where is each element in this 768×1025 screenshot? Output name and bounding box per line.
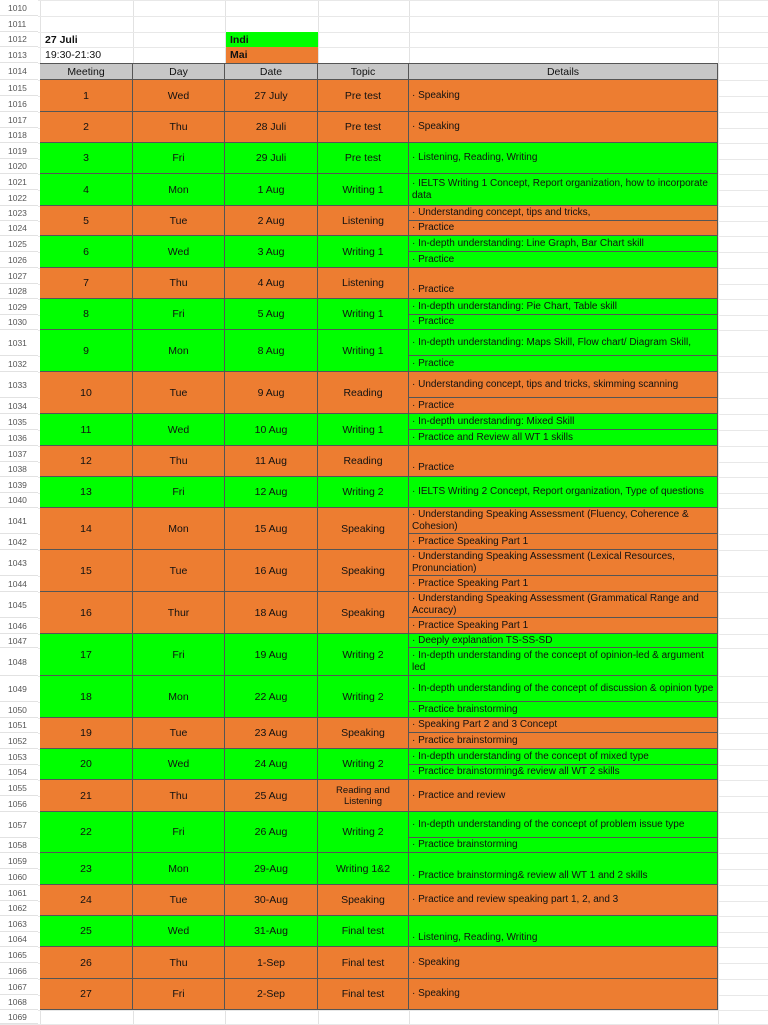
meeting-date-cell[interactable]: 25 Aug — [225, 780, 318, 812]
meeting-topic-cell[interactable]: Final test — [318, 947, 409, 979]
meeting-topic-cell[interactable]: Writing 2 — [318, 749, 409, 780]
meeting-topic-cell[interactable]: Speaking — [318, 592, 409, 634]
detail-cell[interactable]: · Practice and review — [409, 780, 718, 812]
detail-cell[interactable]: · Practice brainstorming& review all WT 1 and 2 skills — [409, 853, 718, 885]
meeting-day-cell[interactable]: Tue — [133, 206, 225, 236]
row-header[interactable]: 1036 — [0, 430, 38, 446]
row-header[interactable]: 1027 — [0, 268, 38, 284]
row-header[interactable]: 1039 — [0, 477, 38, 493]
meeting-meeting-cell[interactable]: 7 — [40, 268, 133, 299]
meeting-meeting-cell[interactable]: 6 — [40, 236, 133, 268]
meeting-meeting-cell[interactable]: 27 — [40, 979, 133, 1010]
meeting-topic-cell[interactable]: Writing 1 — [318, 236, 409, 268]
meeting-meeting-cell[interactable]: 8 — [40, 299, 133, 330]
meeting-meeting-cell[interactable]: 10 — [40, 372, 133, 414]
date-cell[interactable]: 27 Juli — [45, 33, 78, 46]
meeting-meeting-cell[interactable]: 11 — [40, 414, 133, 446]
meeting-day-cell[interactable]: Fri — [133, 634, 225, 676]
row-header[interactable]: 1062 — [0, 901, 38, 916]
meeting-topic-cell[interactable]: Writing 1 — [318, 174, 409, 206]
meeting-date-cell[interactable]: 2 Aug — [225, 206, 318, 236]
meeting-meeting-cell[interactable]: 17 — [40, 634, 133, 676]
meeting-date-cell[interactable]: 10 Aug — [225, 414, 318, 446]
row-header[interactable]: 1029 — [0, 299, 38, 315]
meeting-meeting-cell[interactable]: 12 — [40, 446, 133, 477]
header-meeting[interactable]: Meeting — [40, 63, 133, 80]
row-header[interactable]: 1055 — [0, 780, 38, 796]
gridline-horizontal — [0, 1010, 768, 1011]
row-header[interactable]: 1059 — [0, 853, 38, 869]
detail-cell[interactable]: · Practice Speaking Part 1 — [409, 576, 718, 592]
row-header[interactable]: 1043 — [0, 550, 38, 576]
legend-indi[interactable]: Indi — [226, 32, 318, 47]
row-header[interactable]: 1026 — [0, 252, 38, 268]
meeting-meeting-cell[interactable]: 9 — [40, 330, 133, 372]
meeting-topic-cell[interactable]: Listening — [318, 206, 409, 236]
gridline-horizontal — [0, 0, 768, 1]
row-header[interactable]: 1069 — [0, 1010, 38, 1024]
meeting-date-cell[interactable]: 22 Aug — [225, 676, 318, 718]
detail-cell[interactable]: · Practice — [409, 446, 718, 477]
time-cell[interactable]: 19:30-21:30 — [45, 49, 102, 61]
meeting-topic-cell[interactable]: Writing 2 — [318, 477, 409, 508]
row-header[interactable]: 1048 — [0, 648, 38, 676]
detail-cell[interactable]: · In-depth understanding of the concept of mixed type — [409, 749, 718, 765]
row-header[interactable]: 1066 — [0, 963, 38, 979]
row-header[interactable]: 1014 — [0, 63, 38, 80]
detail-cell[interactable]: · Practice brainstorming — [409, 838, 718, 853]
meeting-date-cell[interactable]: 23 Aug — [225, 718, 318, 749]
row-header[interactable]: 1033 — [0, 372, 38, 398]
row-header[interactable]: 1018 — [0, 128, 38, 143]
detail-cell[interactable]: · Practice — [409, 268, 718, 299]
meeting-topic-cell[interactable]: Writing 1 — [318, 330, 409, 372]
meeting-meeting-cell[interactable]: 22 — [40, 812, 133, 853]
meeting-day-cell[interactable]: Wed — [133, 414, 225, 446]
meeting-meeting-cell[interactable]: 18 — [40, 676, 133, 718]
meeting-topic-cell[interactable]: Speaking — [318, 885, 409, 916]
meeting-date-cell[interactable]: 29 Juli — [225, 143, 318, 174]
detail-cell[interactable]: · Understanding Speaking Assessment (Lexical Resources, Pronunciation) — [409, 550, 718, 576]
meeting-day-cell[interactable]: Mon — [133, 174, 225, 206]
detail-cell[interactable]: · Speaking — [409, 80, 718, 112]
detail-cell[interactable]: · In-depth understanding: Mixed Skill — [409, 414, 718, 430]
detail-cell[interactable]: · Speaking — [409, 112, 718, 143]
detail-cell[interactable]: · Practice Speaking Part 1 — [409, 534, 718, 550]
detail-cell[interactable]: · Understanding concept, tips and tricks, — [409, 206, 718, 221]
gridline-horizontal — [0, 16, 768, 17]
header-date[interactable]: Date — [225, 63, 318, 80]
meeting-topic-cell[interactable]: Pre test — [318, 143, 409, 174]
detail-cell[interactable]: · Understanding Speaking Assessment (Fluency, Coherence & Cohesion) — [409, 508, 718, 534]
row-header[interactable]: 1017 — [0, 112, 38, 128]
meeting-day-cell[interactable]: Thu — [133, 268, 225, 299]
meeting-day-cell[interactable]: Tue — [133, 885, 225, 916]
meeting-meeting-cell[interactable]: 14 — [40, 508, 133, 550]
row-header[interactable]: 1052 — [0, 733, 38, 749]
meeting-day-cell[interactable]: Mon — [133, 330, 225, 372]
meeting-topic-cell[interactable]: Pre test — [318, 112, 409, 143]
meeting-day-cell[interactable]: Fri — [133, 299, 225, 330]
detail-cell[interactable]: · Deeply explanation TS-SS-SD — [409, 634, 718, 648]
meeting-topic-cell[interactable]: Writing 1 — [318, 414, 409, 446]
row-header[interactable]: 1021 — [0, 174, 38, 190]
meeting-date-cell[interactable]: 30-Aug — [225, 885, 318, 916]
meeting-topic-cell[interactable]: Reading — [318, 446, 409, 477]
detail-cell[interactable]: · Speaking Part 2 and 3 Concept — [409, 718, 718, 733]
detail-cell[interactable]: · Understanding concept, tips and tricks, skimming scanning — [409, 372, 718, 398]
row-header[interactable]: 1045 — [0, 592, 38, 618]
row-header[interactable]: 1015 — [0, 80, 38, 96]
meeting-meeting-cell[interactable]: 23 — [40, 853, 133, 885]
detail-cell[interactable]: · In-depth understanding: Pie Chart, Table skill — [409, 299, 718, 315]
row-header[interactable]: 1064 — [0, 932, 38, 947]
meeting-topic-cell[interactable]: Writing 1 — [318, 299, 409, 330]
meeting-day-cell[interactable]: Mon — [133, 508, 225, 550]
meeting-day-cell[interactable]: Wed — [133, 236, 225, 268]
row-header[interactable]: 1051 — [0, 718, 38, 733]
meeting-topic-cell[interactable]: Speaking — [318, 718, 409, 749]
row-header[interactable]: 1068 — [0, 995, 38, 1010]
meeting-day-cell[interactable]: Wed — [133, 80, 225, 112]
meeting-date-cell[interactable]: 27 July — [225, 80, 318, 112]
meeting-topic-cell[interactable]: Writing 2 — [318, 676, 409, 718]
meeting-meeting-cell[interactable]: 3 — [40, 143, 133, 174]
meeting-day-cell[interactable]: Wed — [133, 749, 225, 780]
meeting-date-cell[interactable]: 2-Sep — [225, 979, 318, 1010]
row-header[interactable]: 1028 — [0, 284, 38, 299]
row-header[interactable]: 1044 — [0, 576, 38, 592]
row-header[interactable]: 1061 — [0, 885, 38, 901]
row-header[interactable]: 1012 — [0, 32, 38, 47]
row-header[interactable]: 1034 — [0, 398, 38, 414]
row-header[interactable]: 1056 — [0, 796, 38, 812]
header-topic[interactable]: Topic — [318, 63, 409, 80]
meeting-meeting-cell[interactable]: 15 — [40, 550, 133, 592]
row-header[interactable]: 1025 — [0, 236, 38, 252]
meeting-topic-cell[interactable]: Final test — [318, 916, 409, 947]
header-day[interactable]: Day — [133, 63, 225, 80]
meeting-meeting-cell[interactable]: 21 — [40, 780, 133, 812]
meeting-day-cell[interactable]: Fri — [133, 979, 225, 1010]
meeting-topic-cell[interactable]: Pre test — [318, 80, 409, 112]
detail-cell[interactable]: · Speaking — [409, 947, 718, 979]
meeting-meeting-cell[interactable]: 5 — [40, 206, 133, 236]
row-header[interactable]: 1067 — [0, 979, 38, 995]
meeting-day-cell[interactable]: Wed — [133, 916, 225, 947]
detail-cell[interactable]: · IELTS Writing 1 Concept, Report organization, how to incorporate data — [409, 174, 718, 206]
meeting-day-cell[interactable]: Tue — [133, 372, 225, 414]
meeting-meeting-cell[interactable]: 26 — [40, 947, 133, 979]
meeting-day-cell[interactable]: Thu — [133, 780, 225, 812]
detail-cell[interactable]: · Practice and review speaking part 1, 2, and 3 — [409, 885, 718, 916]
detail-cell[interactable]: · Practice — [409, 398, 718, 414]
row-header[interactable]: 1038 — [0, 462, 38, 477]
meeting-date-cell[interactable]: 12 Aug — [225, 477, 318, 508]
detail-cell[interactable]: · In-depth understanding: Line Graph, Bar Chart skill — [409, 236, 718, 252]
detail-cell[interactable]: · Practice brainstorming& review all WT 2 skills — [409, 765, 718, 780]
row-header[interactable]: 1042 — [0, 534, 38, 550]
detail-cell[interactable]: · IELTS Writing 2 Concept, Report organization, Type of questions — [409, 477, 718, 508]
meeting-date-cell[interactable]: 29-Aug — [225, 853, 318, 885]
row-header[interactable]: 1011 — [0, 16, 38, 32]
meeting-day-cell[interactable]: Tue — [133, 718, 225, 749]
meeting-date-cell[interactable]: 18 Aug — [225, 592, 318, 634]
detail-cell[interactable]: · Listening, Reading, Writing — [409, 143, 718, 174]
detail-cell[interactable]: · Practice Speaking Part 1 — [409, 618, 718, 634]
meeting-day-cell[interactable]: Tue — [133, 550, 225, 592]
meeting-meeting-cell[interactable]: 20 — [40, 749, 133, 780]
detail-cell[interactable]: · In-depth understanding of the concept of problem issue type — [409, 812, 718, 838]
meeting-topic-cell[interactable]: Writing 2 — [318, 812, 409, 853]
row-header[interactable]: 1024 — [0, 221, 38, 236]
row-header[interactable]: 1023 — [0, 206, 38, 221]
row-header[interactable]: 1063 — [0, 916, 38, 932]
gridline-vertical — [718, 0, 719, 1024]
detail-cell[interactable]: · In-depth understanding of the concept of discussion & opinion type — [409, 676, 718, 702]
meeting-topic-cell[interactable]: Speaking — [318, 508, 409, 550]
meeting-day-cell[interactable]: Thu — [133, 446, 225, 477]
row-header[interactable]: 1020 — [0, 159, 38, 174]
legend-mai[interactable]: Mai — [226, 47, 318, 63]
detail-cell[interactable]: · Speaking — [409, 979, 718, 1010]
detail-cell[interactable]: · Listening, Reading, Writing — [409, 916, 718, 947]
detail-cell[interactable]: · Practice — [409, 252, 718, 268]
header-details[interactable]: Details — [409, 63, 718, 80]
meeting-day-cell[interactable]: Thur — [133, 592, 225, 634]
detail-cell[interactable]: · Practice brainstorming — [409, 733, 718, 749]
meeting-date-cell[interactable]: 5 Aug — [225, 299, 318, 330]
detail-cell[interactable]: · Practice and Review all WT 1 skills — [409, 430, 718, 446]
row-header[interactable]: 1032 — [0, 356, 38, 372]
meeting-date-cell[interactable]: 31-Aug — [225, 916, 318, 947]
row-header[interactable]: 1047 — [0, 634, 38, 648]
row-header[interactable]: 1065 — [0, 947, 38, 963]
detail-cell[interactable]: · Understanding Speaking Assessment (Grammatical Range and Accuracy) — [409, 592, 718, 618]
meeting-date-cell[interactable]: 15 Aug — [225, 508, 318, 550]
meeting-topic-cell[interactable]: Final test — [318, 979, 409, 1010]
row-header[interactable]: 1053 — [0, 749, 38, 765]
meeting-date-cell[interactable]: 24 Aug — [225, 749, 318, 780]
meeting-meeting-cell[interactable]: 1 — [40, 80, 133, 112]
row-header[interactable]: 1040 — [0, 493, 38, 508]
meeting-topic-cell[interactable]: Reading — [318, 372, 409, 414]
meeting-topic-cell[interactable]: Writing 2 — [318, 634, 409, 676]
meeting-date-cell[interactable]: 26 Aug — [225, 812, 318, 853]
meeting-date-cell[interactable]: 28 Juli — [225, 112, 318, 143]
meeting-meeting-cell[interactable]: 2 — [40, 112, 133, 143]
meeting-date-cell[interactable]: 11 Aug — [225, 446, 318, 477]
meeting-date-cell[interactable]: 4 Aug — [225, 268, 318, 299]
row-header[interactable]: 1037 — [0, 446, 38, 462]
meeting-meeting-cell[interactable]: 25 — [40, 916, 133, 947]
meeting-day-cell[interactable]: Thu — [133, 947, 225, 979]
row-header[interactable]: 1013 — [0, 47, 38, 63]
meeting-date-cell[interactable]: 16 Aug — [225, 550, 318, 592]
meeting-day-cell[interactable]: Mon — [133, 676, 225, 718]
row-header[interactable]: 1060 — [0, 869, 38, 885]
meeting-day-cell[interactable]: Thu — [133, 112, 225, 143]
row-header[interactable]: 1041 — [0, 508, 38, 534]
row-header[interactable]: 1019 — [0, 143, 38, 159]
row-header[interactable]: 1057 — [0, 812, 38, 838]
row-header[interactable]: 1031 — [0, 330, 38, 356]
meeting-topic-cell[interactable]: Writing 1&2 — [318, 853, 409, 885]
row-header[interactable]: 1049 — [0, 676, 38, 702]
meeting-date-cell[interactable]: 8 Aug — [225, 330, 318, 372]
meeting-meeting-cell[interactable]: 4 — [40, 174, 133, 206]
meeting-day-cell[interactable]: Fri — [133, 477, 225, 508]
meeting-date-cell[interactable]: 9 Aug — [225, 372, 318, 414]
meeting-date-cell[interactable]: 1 Aug — [225, 174, 318, 206]
row-header[interactable]: 1016 — [0, 96, 38, 112]
row-header[interactable]: 1030 — [0, 315, 38, 330]
detail-cell[interactable]: · Practice — [409, 221, 718, 236]
row-header[interactable]: 1058 — [0, 838, 38, 853]
meeting-meeting-cell[interactable]: 24 — [40, 885, 133, 916]
row-header[interactable]: 1035 — [0, 414, 38, 430]
detail-cell[interactable]: · Practice brainstorming — [409, 702, 718, 718]
detail-cell[interactable]: · Practice — [409, 315, 718, 330]
meeting-meeting-cell[interactable]: 13 — [40, 477, 133, 508]
meeting-topic-cell[interactable]: Speaking — [318, 550, 409, 592]
meeting-day-cell[interactable]: Fri — [133, 143, 225, 174]
row-header[interactable]: 1010 — [0, 0, 38, 16]
detail-cell[interactable]: · In-depth understanding: Maps Skill, Flow chart/ Diagram Skill, — [409, 330, 718, 356]
detail-cell[interactable]: · Practice — [409, 356, 718, 372]
row-header[interactable]: 1022 — [0, 190, 38, 206]
row-header[interactable]: 1054 — [0, 765, 38, 780]
detail-cell[interactable]: · In-depth understanding of the concept of opinion-led & argument led — [409, 648, 718, 676]
meeting-day-cell[interactable]: Mon — [133, 853, 225, 885]
meeting-date-cell[interactable]: 19 Aug — [225, 634, 318, 676]
meeting-date-cell[interactable]: 1-Sep — [225, 947, 318, 979]
row-header[interactable]: 1046 — [0, 618, 38, 634]
meeting-day-cell[interactable]: Fri — [133, 812, 225, 853]
meeting-date-cell[interactable]: 3 Aug — [225, 236, 318, 268]
row-header[interactable]: 1050 — [0, 702, 38, 718]
meeting-meeting-cell[interactable]: 16 — [40, 592, 133, 634]
meeting-meeting-cell[interactable]: 19 — [40, 718, 133, 749]
meeting-topic-cell[interactable]: Reading and Listening — [318, 780, 409, 812]
meeting-topic-cell[interactable]: Listening — [318, 268, 409, 299]
